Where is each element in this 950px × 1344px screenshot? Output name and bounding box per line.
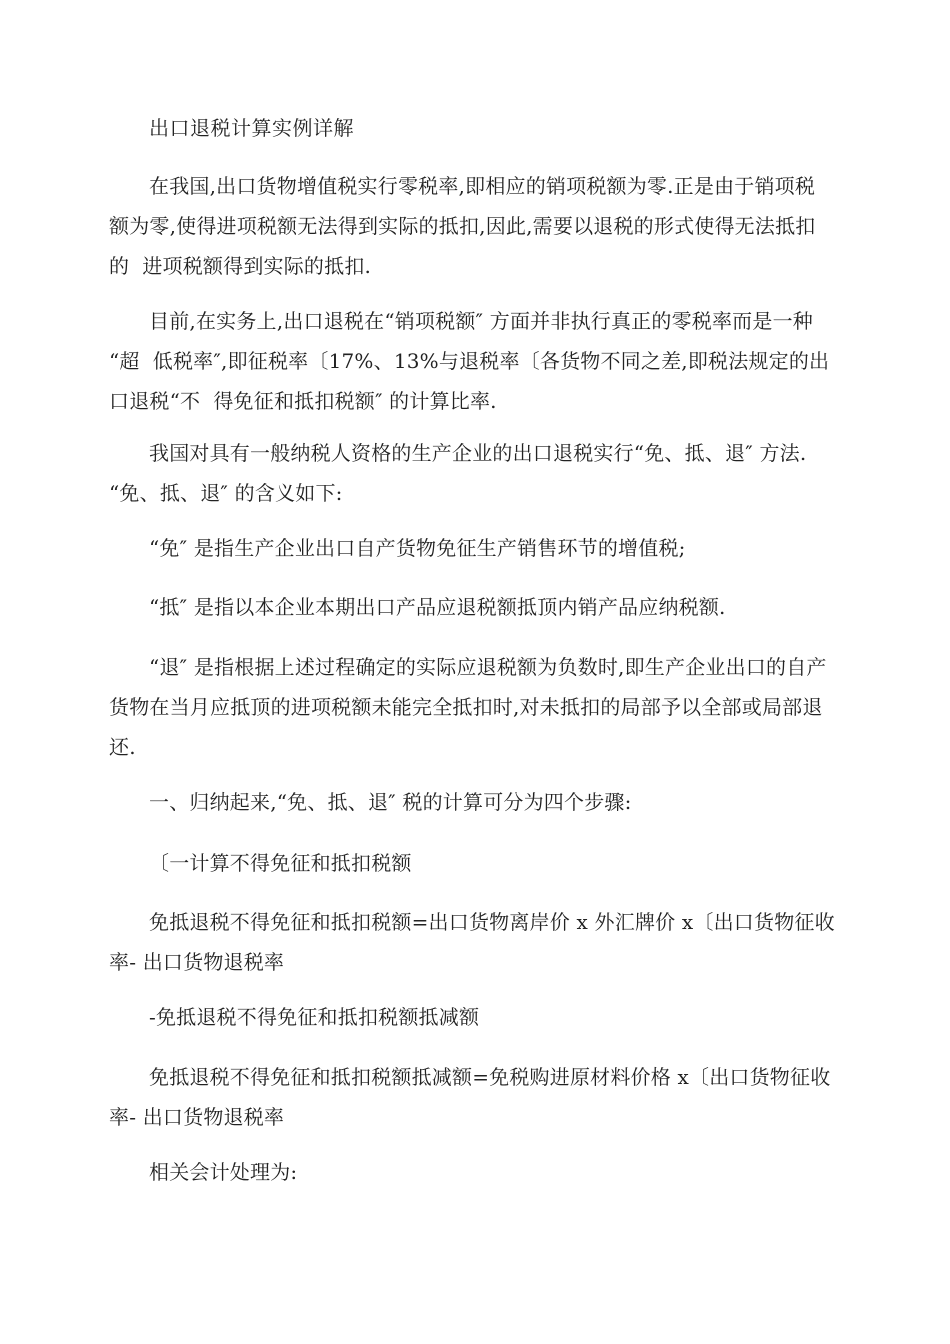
paragraph-line: “抵″ 是指以本企业本期出口产品应退税额抵顶内销产品应纳税额. [149, 595, 726, 619]
paragraph-line: 额为零,使得进项税额无法得到实际的抵扣,因此,需要以退税的形式使得无法抵扣 [109, 214, 816, 238]
paragraph-method [109, 433, 844, 513]
formula-deduction-amount [109, 1057, 844, 1137]
paragraph-refund [109, 647, 844, 767]
paragraph-line: “免″ 是指生产企业出口自产货物免征生产销售环节的增值税; [149, 536, 686, 560]
paragraph-accounting [109, 1152, 844, 1192]
document-title [109, 108, 884, 148]
paragraph-line: “超 低税率″,即征税率〔17%、13%与退税率〔各货物不同之差,即税法规定的出 [109, 349, 830, 373]
paragraph-line: 还. [109, 735, 136, 759]
paragraph-line: 我国对具有一般纳税人资格的生产企业的出口退税实行“免、抵、退″ 方法. [149, 441, 807, 465]
title-text: 出口退税计算实例详解 [149, 116, 354, 140]
paragraph-line: 目前,在实务上,出口退税在“销项税额″ 方面并非执行真正的零税率而是一种 [149, 309, 813, 333]
paragraph-line: 免抵退税不得免征和抵扣税额=出口货物离岸价 x 外汇牌价 x〔出口货物征收 [149, 910, 835, 934]
paragraph-zero-rate [109, 166, 844, 286]
formula-tax-amount [109, 902, 844, 982]
paragraph-line: 率- 出口货物退税率 [109, 1105, 285, 1129]
paragraph-line: 免抵退税不得免征和抵扣税额抵减额=免税购进原材料价格 x〔出口货物征收 [149, 1065, 831, 1089]
paragraph-line: 〔一计算不得免征和抵扣税额 [149, 851, 412, 875]
paragraph-line: “退″ 是指根据上述过程确定的实际应退税额为负数时,即生产企业出口的自产 [149, 655, 827, 679]
formula-deduction-line [109, 997, 844, 1037]
paragraph-line: 货物在当月应抵顶的进项税额未能完全抵扣时,对未抵扣的局部予以全部或局部退 [109, 695, 823, 719]
paragraph-line: 相关会计处理为: [149, 1160, 298, 1184]
paragraph-line: 的 进项税额得到实际的抵扣. [109, 254, 372, 278]
paragraph-exempt [109, 528, 844, 568]
paragraph-line: 一、归纳起来,“免、抵、退″ 税的计算可分为四个步骤: [149, 790, 632, 814]
paragraph-line: 口退税“不 得免征和抵扣税额″ 的计算比率. [109, 389, 497, 413]
paragraph-line: -免抵退税不得免征和抵扣税额抵减额 [149, 1005, 480, 1029]
paragraph-line: “免、抵、退″ 的含义如下: [109, 481, 343, 505]
paragraph-line: 率- 出口货物退税率 [109, 950, 285, 974]
paragraph-low-rate [109, 301, 844, 421]
paragraph-offset [109, 587, 844, 627]
paragraph-line: 在我国,出口货物增值税实行零税率,即相应的销项税额为零.正是由于销项税 [149, 174, 816, 198]
section-heading-step-one [109, 843, 844, 883]
paragraph-steps [109, 782, 844, 822]
